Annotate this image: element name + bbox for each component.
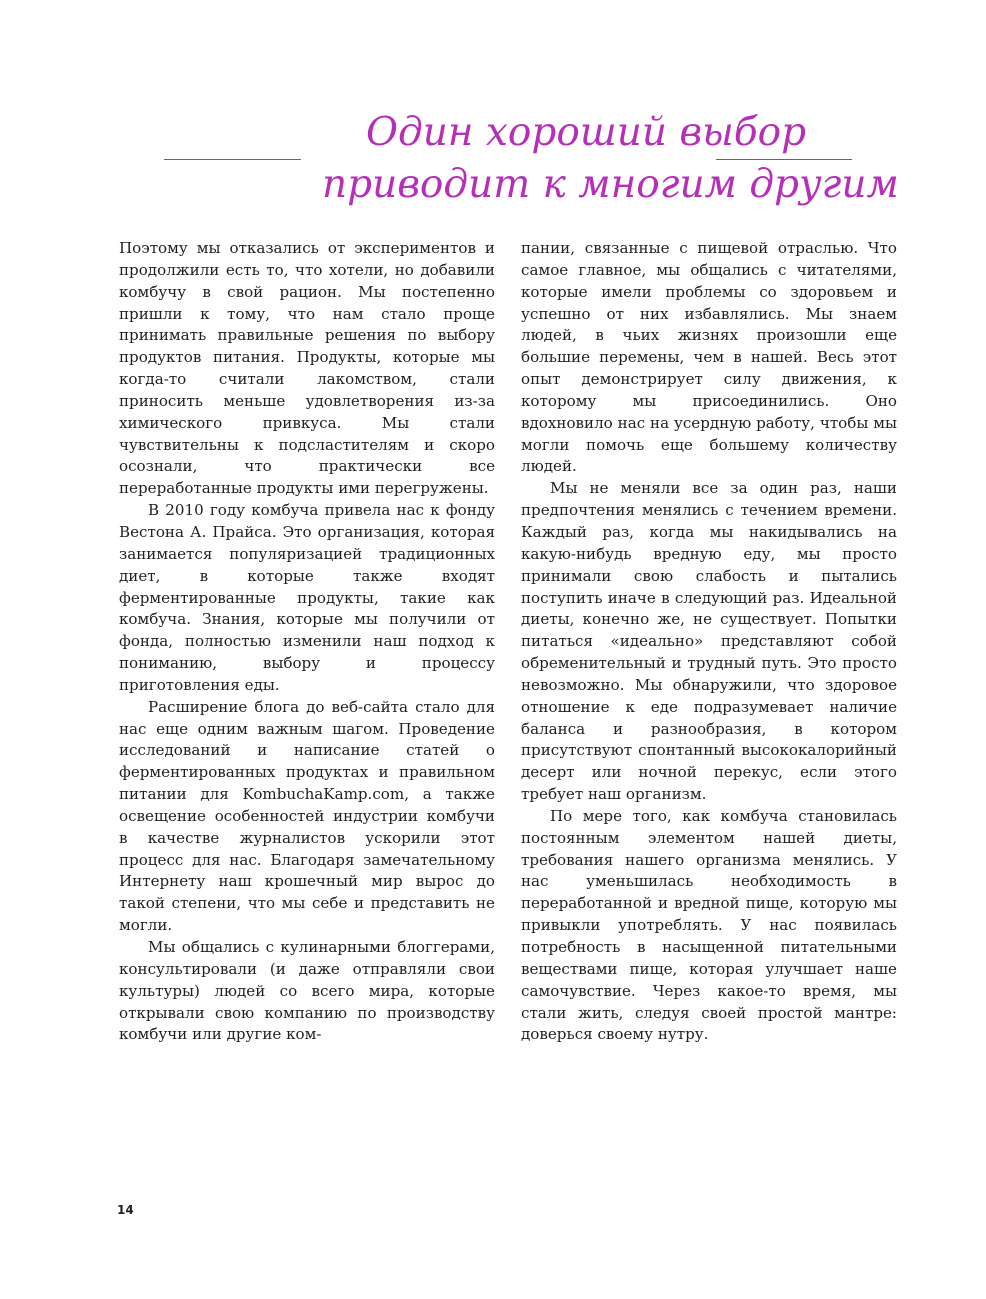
page-number: 14	[117, 1203, 134, 1217]
right-paragraph-2: Мы не меняли все за один раз, наши предпочтения менялись с течением времени. Каждый раз, когда мы накидывались на какую-нибудь вредную еду, мы просто принимали свою слабость и пытались поступить иначе в следующий раз. Идеальной диеты, конечно же, не существует. Попытки питаться «идеально» представляют собой обременительный и трудный путь. Это просто невозможно. Мы обнаружили, что здоровое отношение к еде подразумевает наличие баланса и разнообразия, в котором присутствуют спонтанный высококалорийный десерт или ночной перекус, если этого требует наш организм.	[521, 479, 897, 804]
right-paragraph-3: По мере того, как комбуча становилась постоянным элементом нашей диеты, требования нашего организма менялись. У нас уменьшилась необходимость в переработанной и вредной пище, которую мы привыкли употреблять. У нас появилась потребность в насыщенной питательными веществами пище, которая улучшает наше самочувствие. Через какое-то время, мы стали жить, следуя своей простой мантре: доверься своему нутру.	[521, 806, 897, 1044]
heading-line-2: приводит к многим другим	[322, 162, 899, 207]
left-paragraph-2: В 2010 году комбуча привела нас к фонду Вестона А. Прайса. Это организация, которая занимается популяризацией традиционных диет, в которые также входят ферментированные продукты, такие как комбуча. Знания, которые мы получили от фонда, полностью изменили наш подход к пониманию, выбору и процессу приготовления еды.	[119, 501, 495, 694]
heading-line-1: Один хороший выбор	[366, 110, 807, 155]
left-paragraph-3: Расширение блога до веб-сайта стало для нас еще одним важным шагом. Проведение исследований и написание статей о ферментированных продуктах и правильном питании для KombuchaKamp.com, а также освещение особенностей индустрии комбучи в качестве журналистов ускорили этот процесс для нас. Благодаря замечательному Интернету наш крошечный мир вырос до такой степени, что мы себе и представить не могли.	[119, 697, 495, 935]
left-paragraph-4: Мы общались с кулинарными блоггерами, консультировали (и даже отправляли свои культуры) людей со всего мира, которые открывали свою компанию по производству комбучи или другие ком-	[119, 938, 495, 1044]
left-column	[119, 238, 495, 1046]
right-paragraph-1: пании, связанные с пищевой отраслью. Что самое главное, мы общались с читателями, которые имели проблемы со здоровьем и успешно от них избавлялись. Мы знаем людей, в чьих жизнях произошли еще большие перемены, чем в нашей. Весь этот опыт демонстрирует силу движения, к которому мы присоединились. Оно вдохновило нас на усердную работу, чтобы мы могли помочь еще большему количеству людей.	[521, 239, 897, 476]
left-paragraph-1: Поэтому мы отказались от экспериментов и продолжили есть то, что хотели, но добавили комбучу в свой рацион. Мы постепенно пришли к тому, что нам стало проще принимать правильные решения по выбору продуктов питания. Продукты, которые мы когда-то считали лакомством, стали приносить меньше удовлетворения из-за химического привкуса. Мы стали чувствительны к подсластителям и скоро осознали, что практически все переработанные продукты ими перегружены.	[119, 239, 495, 498]
heading-left-rule	[164, 159, 301, 160]
right-column	[521, 238, 897, 1046]
